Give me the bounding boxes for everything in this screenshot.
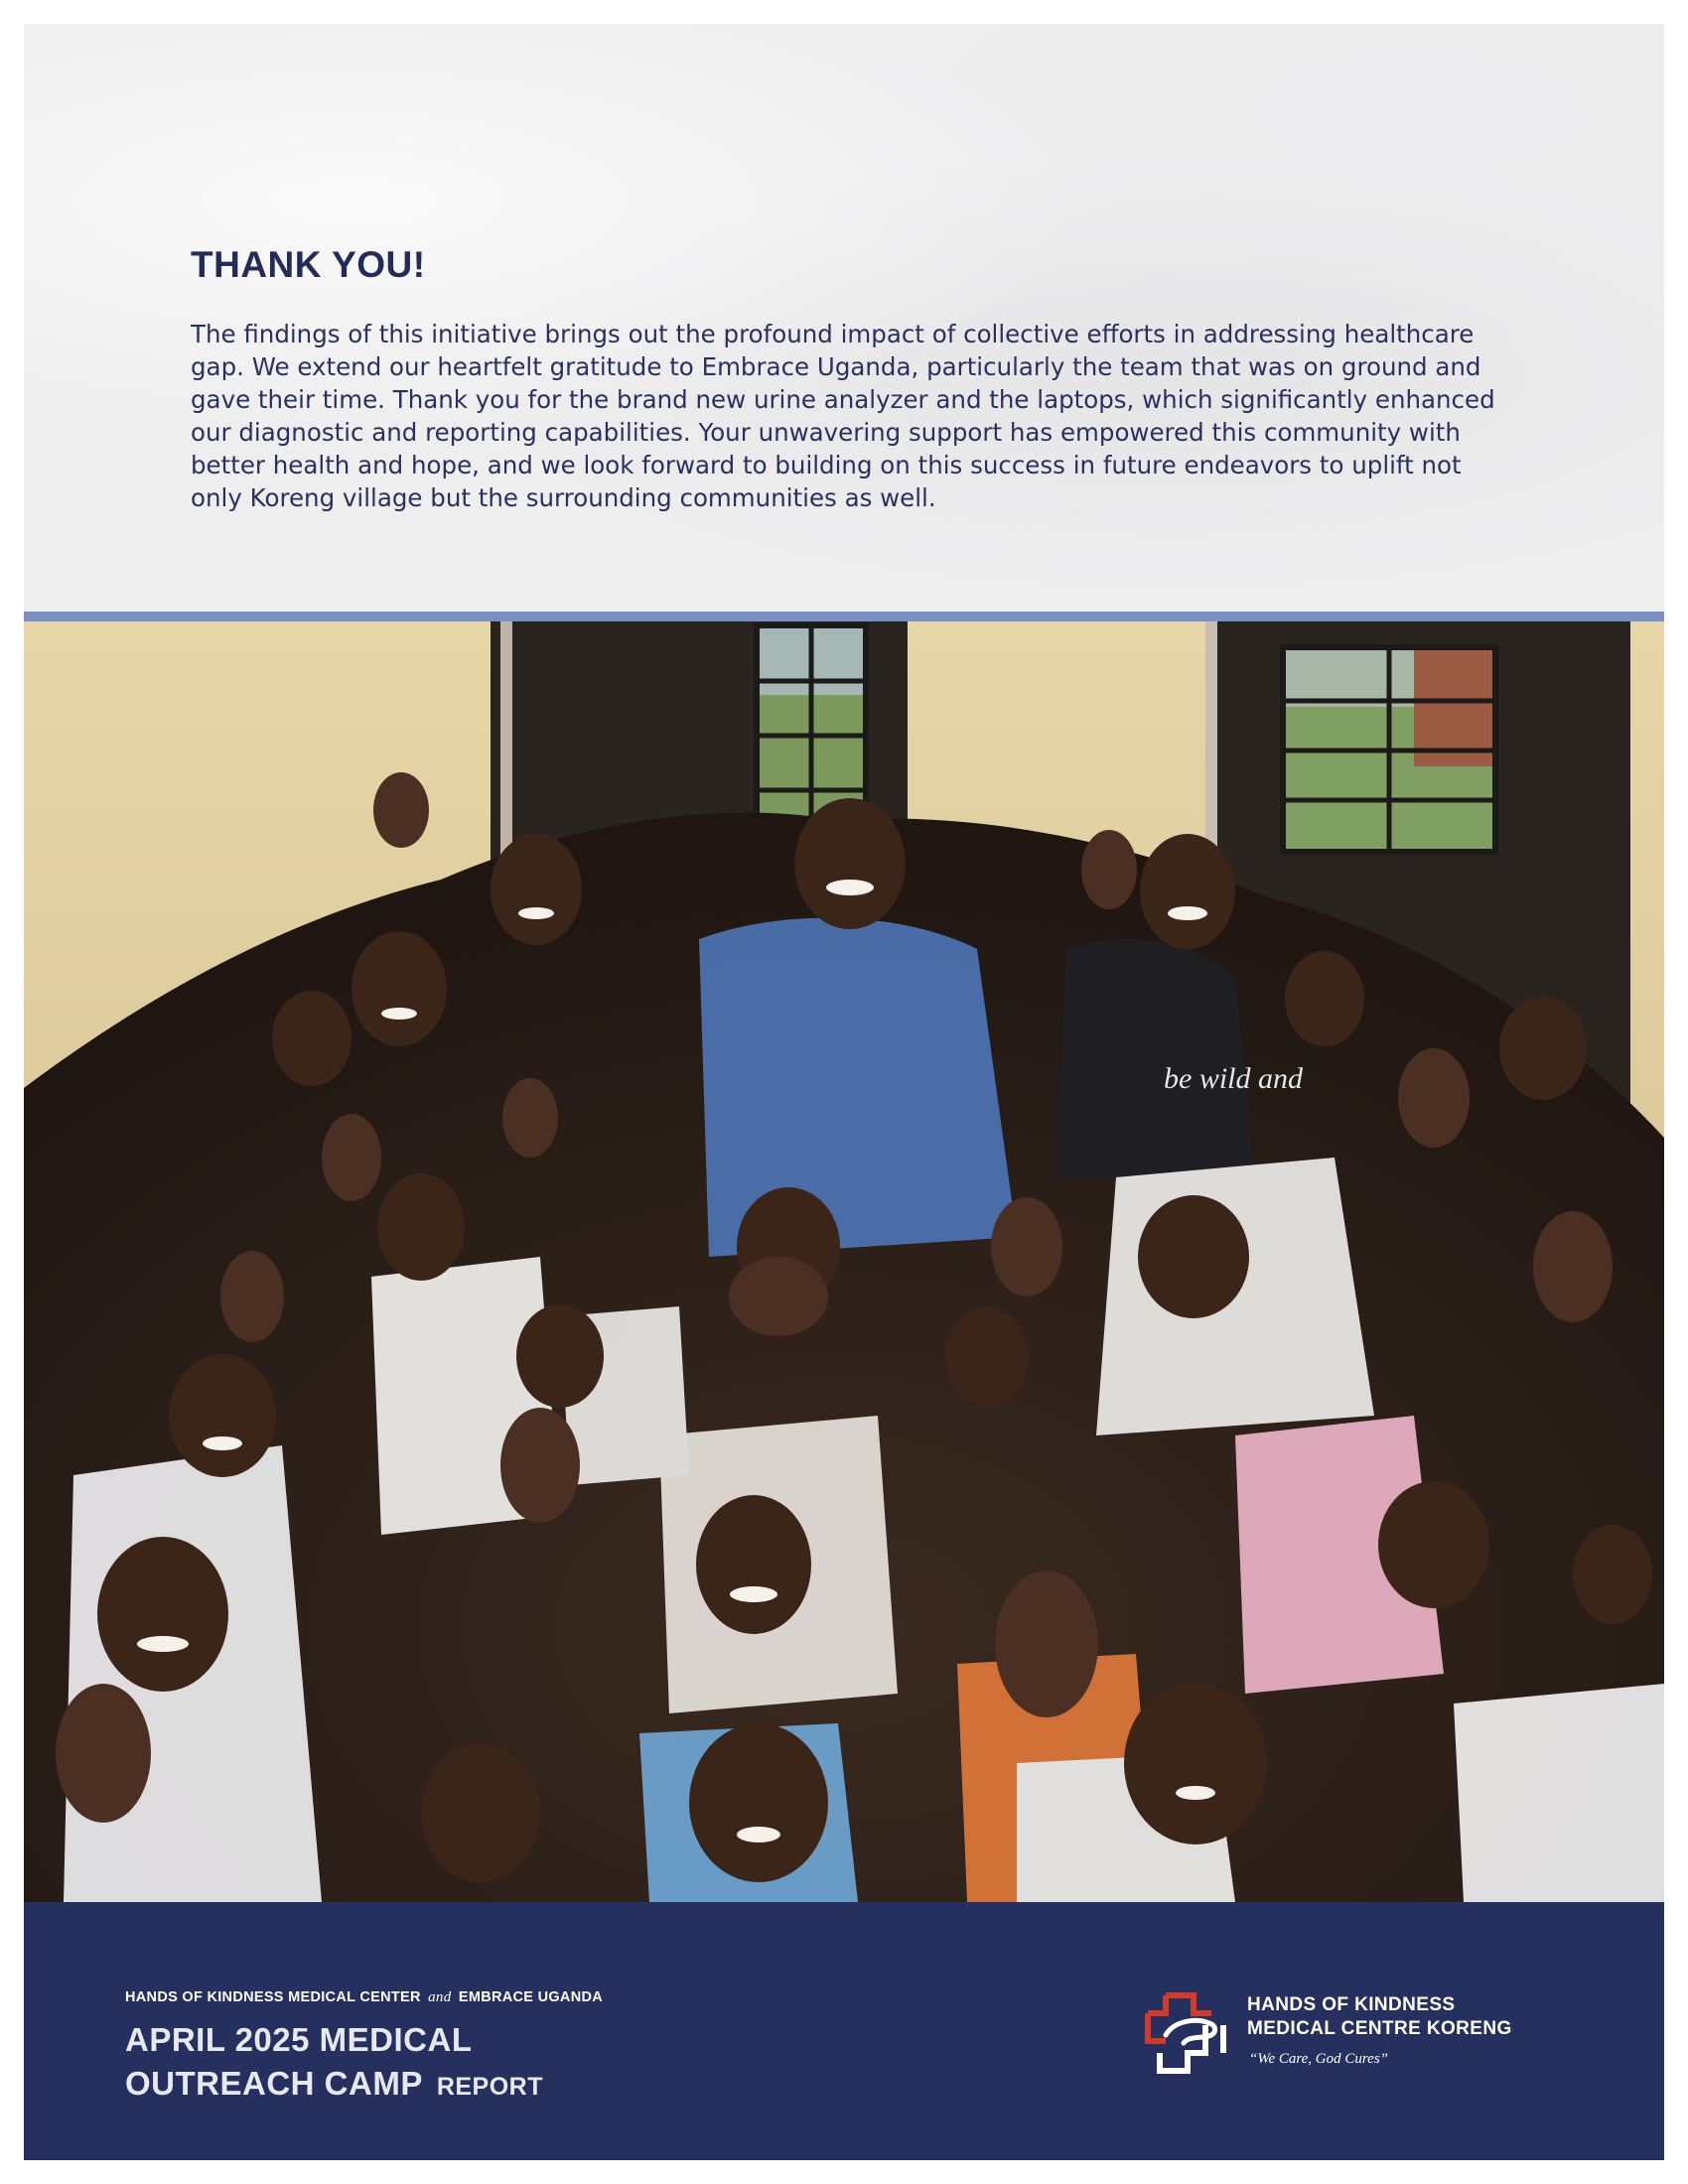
report-title-report: REPORT (436, 2073, 544, 2101)
report-footer (24, 1902, 1664, 2160)
thank-you-section (24, 24, 1664, 612)
org-right-name: EMBRACE UGANDA (458, 1989, 604, 2005)
window-right (1283, 647, 1495, 852)
report-title-line2 (125, 2065, 543, 2103)
thank-you-heading: THANK YOU! (191, 244, 426, 285)
accent-divider (24, 612, 1664, 621)
logo-organization-name (1247, 1993, 1512, 2041)
partner-organizations (125, 1989, 603, 2006)
org-left-name: HANDS OF KINDNESS MEDICAL CENTER (125, 1989, 421, 2005)
shirt-text: be wild and (1164, 1062, 1303, 1095)
report-page (24, 24, 1664, 2160)
report-title-outreach: OUTREACH CAMP (125, 2065, 423, 2102)
logo-tagline: “We Care, God Cures” (1249, 2051, 1389, 2067)
group-photo (24, 621, 1664, 1902)
logo-name-line1: HANDS OF KINDNESS (1247, 1994, 1456, 2015)
logo-name-line2: MEDICAL CENTRE KORENG (1247, 2018, 1512, 2039)
report-title-line1: APRIL 2025 MEDICAL (125, 2021, 473, 2058)
medical-cross-logo-icon (1144, 1991, 1227, 2075)
thank-you-paragraph: The findings of this initiative brings out the profound impact of collective efforts in addressing healthcare gap. We extend our heartfelt gratitude to Embrace Uganda, particularly the team that was on ground and gave their time. Thank you for the brand new urine analyzer and the laptops, which significantly enhanced our diagnostic and reporting capabilities. Your unwavering support has empowered this community with better health and hope, and we look forward to building on this success in future endeavors to uplift not only Koreng village but the surrounding communities as well. (191, 320, 1495, 512)
org-and: and (428, 1989, 452, 2005)
